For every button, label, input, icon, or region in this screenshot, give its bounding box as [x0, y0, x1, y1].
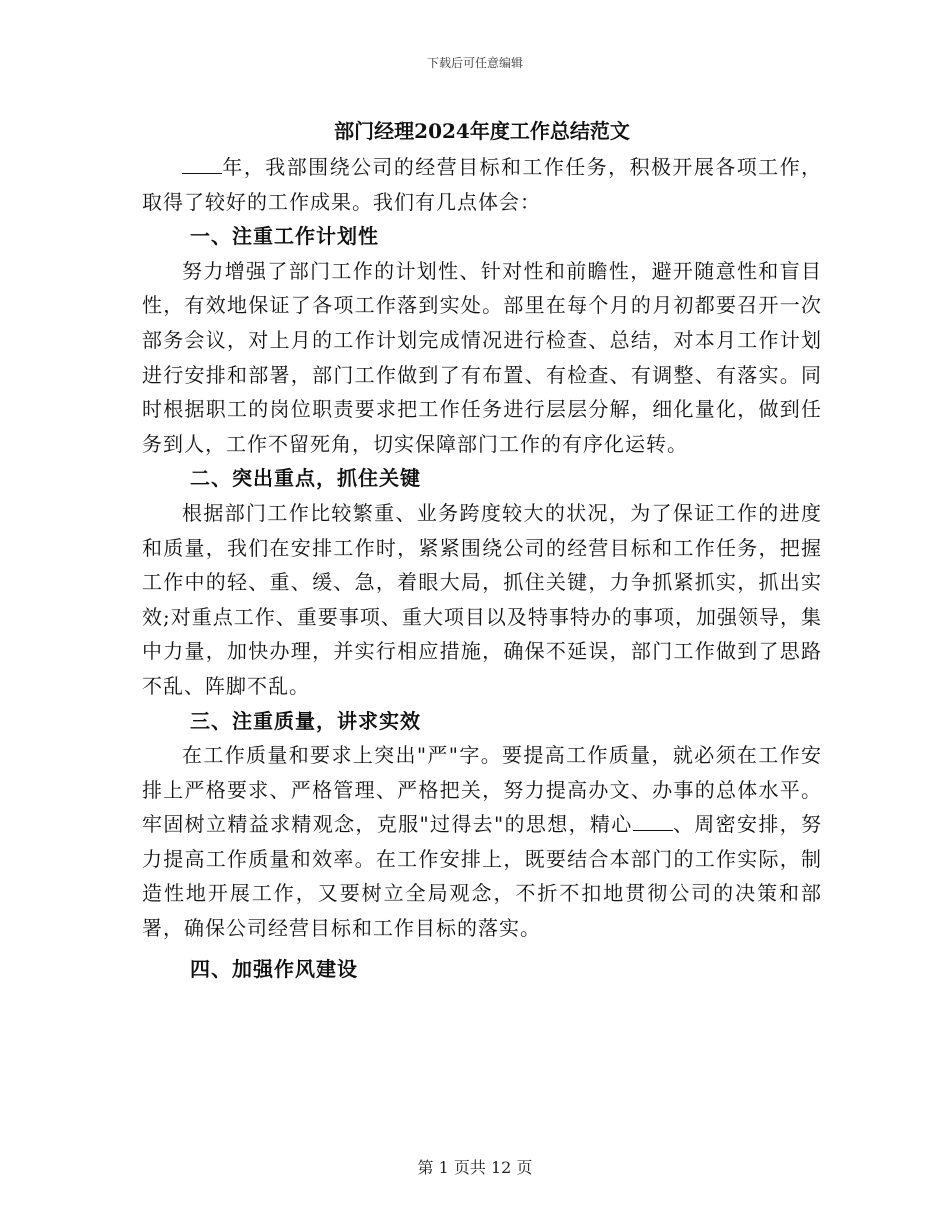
section-heading-1: 一、注重工作计划性 — [190, 224, 379, 249]
document-title: 部门经理2024年度工作总结范文 — [334, 119, 630, 143]
section-heading-3: 三、注重质量，讲求实效 — [190, 708, 421, 733]
section-body-3-part1: 在工作质量和要求上突出"严"字。要提高工作质量，就必须在工作安排上严格要求、严格管理、严格把关，努力提高办文、办事的总体水平。牢固树立精益求精观念，克服"过得去"的思想，精心 — [142, 743, 822, 837]
intro-text: 年，我部围绕公司的经营目标和工作任务，积极开展各项工作，取得了较好的工作成果。我们有几点体会： — [142, 155, 822, 214]
section-body-1: 努力增强了部门工作的计划性、针对性和前瞻性，避开随意性和盲目性，有效地保证了各项工作落到实处。部里在每个月的月初都要召开一次部务会议，对上月的工作计划完成情况进行检查、总结，对本月工作计划进行安排和部署，部门工作做到了有布置、有检查、有调整、有落实。同时根据职工的岗位职责要求把工作任务进行层层分解，细化量化，做到任务到人，工作不留死角，切实保障部门工作的有序化运转。 — [142, 258, 822, 456]
intro-paragraph — [142, 150, 822, 219]
section-body-3 — [142, 738, 822, 946]
header-note: 下载后可任意编辑 — [426, 56, 523, 70]
section-body-3-part2: 、周密安排，努力提高工作质量和效率。在工作安排上，既要结合本部门的工作实际，制造性地开展工作，又要树立全局观念，不折不扣地贯彻公司的决策和部署，确保公司经营目标和工作目标的落实。 — [142, 812, 823, 941]
section-heading-2: 二、突出重点，抓住关键 — [190, 466, 421, 491]
document-body — [142, 114, 822, 986]
fill-in-blank — [182, 155, 222, 174]
page-number: 第 1 页共 12 页 — [417, 1158, 533, 1177]
section-body-2: 根据部门工作比较繁重、业务跨度较大的状况，为了保证工作的进度和质量，我们在安排工作时，紧紧围绕公司的经营目标和工作任务，把握工作中的轻、重、缓、急，着眼大局，抓住关键，力争抓紧抓实，抓出实效;对重点工作、重要事项、重大项目以及特事特办的事项，加强领导，集中力量，加快办理，并实行相应措施，确保不延误，部门工作做到了思路不乱、阵脚不乱。 — [142, 500, 822, 698]
fill-in-blank-2 — [633, 812, 673, 831]
section-heading-4: 四、加强作风建设 — [190, 956, 358, 981]
